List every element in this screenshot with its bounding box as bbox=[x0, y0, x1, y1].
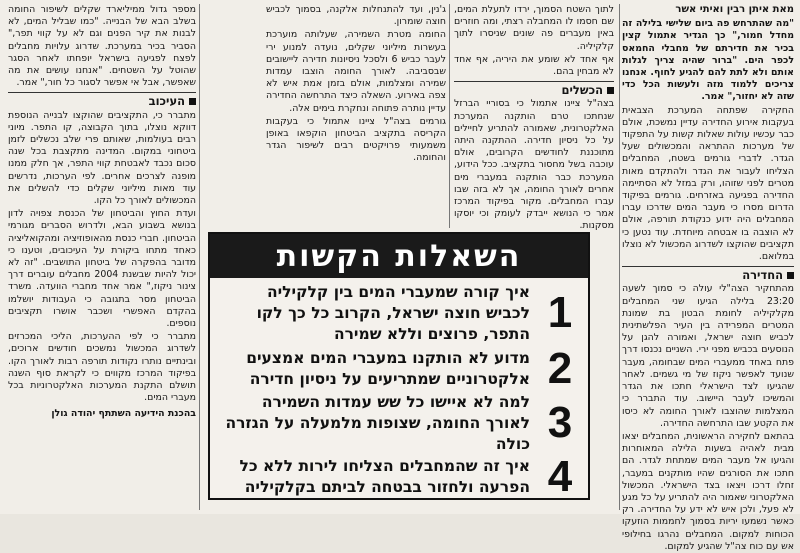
lead-paragraph: "מה שהתרחש פה ביום שלישי בלילה זה מחדל חמור," כך הגדיר אתמול קצין בכיר את חדירתם של מחבלי החמאס לכפר הים. "ברור שהיה צריך לגלות אותם ולא לתת להם להגיע לחוף. אנחנו צריכים ללמוד מזה ולעשות הכל כדי שזה לא יחזור," אמר. bbox=[622, 18, 794, 103]
paragraph: גורמים בצה"ל ציינו אתמול כי בעקבות הקריסה בתקציב הביטחון הוקפאו באופן משמעותי פרויקטים רבים לשיפור הגדר והחומה. bbox=[266, 115, 446, 164]
question-number: 1 bbox=[547, 288, 573, 337]
box-title: השאלות הקשות bbox=[276, 238, 522, 274]
square-bullet-icon bbox=[787, 272, 794, 279]
square-bullet-icon bbox=[607, 87, 614, 94]
subheading-infiltration bbox=[622, 266, 794, 281]
paragraph: בהתאם לחקירה הראשונית, המחבלים יצאו מבית לאהיה בשעות הלילה המאוחרות והגיעו אל מעבר המים שמתחת לגדר. הם חתכו את הסורגים שהיו מותקנים במעבר, זחלו דרכו ויצאו בצד הישראלי. המכשול האלקטרוני שאמור היה להתריע על כל מגע לא פעל, ולכן איש לא ידע על החדירה. רק כאשר נשמעו יריות בסמוך לחממות הוזעקו הכוחות למקום. המחבלים נהרגו בחילופי אש עם כוח צה"ל שהגיע למקום. bbox=[622, 430, 794, 552]
paragraph: ועדת החוץ והביטחון של הכנסת צפויה לדון בנושא בשבוע הבא, ולדרוש הסברים מגורמי הביטחון. חברי כנסת מהאופוזיציה ומהקואליציה כאחד מתחו ביקורת על העיכובים, וטענו כי מדובר בהפקרה של ביטחון התושבים. "זה לא יכול להיות שבשנת 2004 מחבלים עוברים דרך צינור ניקוז," אמר אחד מחברי הוועדה. משרד הביטחון מסר בתגובה כי העבודות יושלמו בהקדם האפשרי ושכבר אושרו תקציבים נוספים. bbox=[8, 208, 196, 330]
question-item bbox=[216, 392, 582, 453]
question-item bbox=[216, 450, 582, 504]
paragraph: מספר גדול ממיליארד שקלים לשיפור החומה בשלב הבא של הבנייה. "כמו שבליל המים, לא לבנות את קיר הפנים וגם לא על קווי תפר," הסביר בכיר במערכת. שדרוג עלויות מחבלים לפצח לפגיעה בישראל יופחתו לאחר הסגר שהוטל על השטחים. "אנחנו עושים את מה שאפשר, אבל אי אפשר לסגור כל חור," אמר. bbox=[8, 4, 196, 89]
question-item bbox=[216, 282, 582, 343]
question-number: 4 bbox=[547, 452, 573, 501]
paragraph: בצה"ל ציינו אתמול כי בסוריי הברזל שנחתכו טרם הותקנה המערכת האלקטרונית, שאמורה להתריע לחיילים על כל ניסיון חדירה. ההתקנה היתה מתוכננת לחודשים הקרובים, אולם עוכבה בשל מחסור בתקציב. ככל הידוע, המערכת כבר הותקנה במעברי מים אחרים לאורך החומה, אך לא בזה שבו עברו המחבלים. מקור בפיקוד המרכז אמר כי הנושא ייבדק לעומק וכי יוסקו מסקנות. bbox=[454, 98, 614, 232]
question-text: איך זה שהמחבלים הצליחו לירות ללא כל הפרעה ולחזור בבטחה לביתם בקלקיליה bbox=[239, 457, 530, 496]
square-bullet-icon bbox=[189, 98, 196, 105]
paragraph: החקירה שפתחה המערכת הצבאית בעקבות אירוע החדירה עדיין נמשכת, אולם כבר עכשיו עולות שאלות קשות על התפקוד של מערכות ההתראה והמכשולים שעל הגדר. לדברי גורמים בשטח, המחבלים הצליחו לעבור את הגדר ולהתקדם מאות מטרים לפני שזוהו, ורק במזל לא הסתיימה החדירה בפגיעה באזרחים. גורמים בפיקוד הדרום מסרו כי מעבר המים שדרכו עברו המחבלים היה ידוע כנקודת תורפה, אולם לא הוצבה בו אבטחה מיוחדת. עוד נטען כי תקציבים שהוקצו לשדרוג המכשול לא נוצלו במלואם. bbox=[622, 104, 794, 263]
article-column-4 bbox=[8, 4, 196, 512]
hard-questions-box bbox=[208, 232, 590, 500]
question-number: 3 bbox=[547, 398, 573, 447]
paragraph: ג'נין, ועד להתנחלות אלקנה, בסמוך לכביש חוצה שומרון. bbox=[266, 4, 446, 28]
question-text: איך קורה שמעברי המים בין קלקיליה לכביש חוצה ישראל, הקרוב כל כך לקו התפר, פרוצים וללא שמירה bbox=[256, 282, 530, 343]
paragraph: מתברר כי, התקציבים שהוקצו לבנייה הנוספת דווקא נוצלו, בתוך הקבוצה, קו התפר. מיוני רבים בעולמות, שאותם פרי שלב נכשלים לזמן ביטחוני במקום. המדינה מתקצבת בכל שנה סכום נכבד לאבטחת קווי התפר, אך חלק ממנו מופנה לצרכים אחרים. לפי הערכות, נדרשים עוד מאות מיליוני שקלים כדי להשלים את המכשולים לאורך כל הקו. bbox=[8, 109, 196, 207]
paragraph: מתברר כי לפי ההערכות, הליכי המכרזים לשדרוג המכשול נמשכים חודשים ארוכים, ובינתיים נותרו נקודות תורפה רבות לאורך הקו. בפיקוד המרכז מקווים כי לקראת סוף השנה תושלם התקנת המערכות האלקטרוניות בכל מעברי המים. bbox=[8, 331, 196, 404]
question-text: מדוע לא הותקנו במעברי המים אמצעים אלקטרוניים שמתריעים על ניסיון חדירה bbox=[246, 349, 530, 388]
byline: מאת איתן רבין ואיתי אשר bbox=[675, 4, 794, 15]
subheading-label: העיכוב bbox=[148, 94, 185, 109]
subheading-label: החדירה bbox=[742, 268, 783, 283]
question-text: למה לא איישו כל שש עמדות השמירה לאורך החומה, שצופות מלמעלה על הגזרה כולה bbox=[225, 392, 530, 453]
column-divider bbox=[619, 4, 620, 510]
column-divider bbox=[199, 4, 200, 510]
column-divider bbox=[449, 4, 450, 228]
reporter-credit: בהכנת הידיעה השתתף יהודה גולן bbox=[51, 407, 196, 419]
paragraph: לתוך השטח הסמוך, ירדו לתעלת המים, שם חסמו לו המחבלה רצתי, ומה חוזרים באין מעברים פה שונים שניסרו לתוך קלקיליה. bbox=[454, 4, 614, 52]
article-column-3 bbox=[266, 4, 446, 229]
paragraph: מהתחקיר הצה"לי עולה כי סמוך לשעה 23:20 בלילה הגיעו שני המחבלים מקלקיליה לחומת הבטון בת שמונת המטרים המפרידה בין העיר הפלשתינית לכביש חוצה ישראל, ואמורה להגן על הנוסעים בכביש מפני ירי. השניים נכנסו דרך פתח באחד ממעברי המים שבחומה, מעבר שנועד לאפשר ניקוז של מי גשמים. לאחר שהגיעו לצד הישראלי חתכו את הגדר והמשיכו לעבר היישוב. עוד התברר כי המצלמות שהוצבו לאורך החומה לא כיסו את הקטע שבו התרחשה החדירה. bbox=[622, 283, 794, 429]
question-number: 2 bbox=[547, 344, 573, 393]
paragraph: החומה מטרת השמירה, שעלותה מוערכת בעשרות מיליוני שקלים, נועדה למנוע ירי לעבר כביש 6 ולסכל ניסיונות חדירה ליישובים שבסביבה. לאורך החומה הוצבו עמדות שמירה ומצלמות, אולם בזמן אמת איש לא צפה באירוע. השאלה כיצד התרחשה החדירה עדיין נותרה פתוחה ונחקרת בימים אלה. bbox=[266, 29, 446, 114]
box-header bbox=[210, 234, 588, 278]
article-column-2 bbox=[454, 4, 614, 232]
paragraph: אף אחד לא שומע את היריה, אף אחד לא מבחין בהם. bbox=[454, 53, 614, 78]
subheading-label: הכשלים bbox=[561, 83, 603, 98]
subheading-delay bbox=[8, 92, 196, 107]
subheading-failures bbox=[454, 81, 614, 96]
article-column-1 bbox=[622, 4, 794, 552]
question-item bbox=[216, 342, 582, 396]
